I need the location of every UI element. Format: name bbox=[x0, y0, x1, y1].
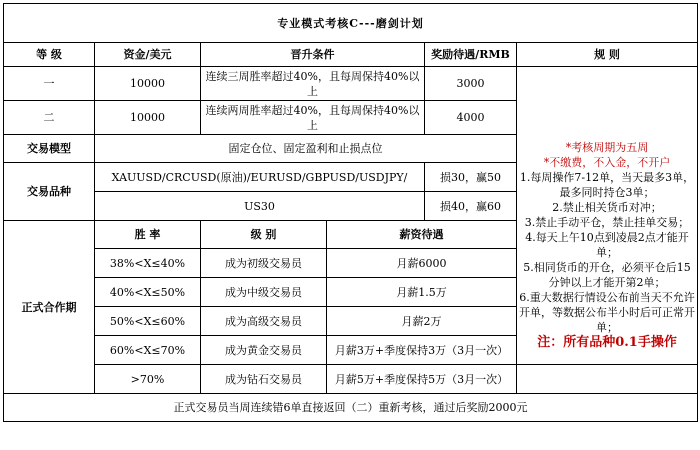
header-salary: 薪资待遇 bbox=[327, 221, 517, 249]
condition-cell: 连续两周胜率超过40%，且每周保持40%以上 bbox=[201, 101, 425, 135]
rules-item: 5.相同货币的开仓，必须平仓后15分钟以上才能开第2单； bbox=[523, 260, 691, 289]
products-label: 交易品种 bbox=[4, 163, 95, 221]
rules-note: 注：所有品种0.1手操作 bbox=[537, 334, 677, 350]
rules-cycle: *考核周期为五周 bbox=[565, 140, 649, 154]
winrate-cell: 50%<X≤60% bbox=[95, 307, 201, 336]
rules-item: 4.每天上午10点到凌晨2点才能开单； bbox=[525, 230, 689, 259]
header-reward: 奖励待遇/RMB bbox=[425, 43, 517, 67]
footer-note: 正式交易员当周连续错6单直接返回（二）重新考核，通过后奖励2000元 bbox=[4, 394, 698, 422]
condition-cell: 连续三周胜率超过40%，且每周保持40%以上 bbox=[201, 67, 425, 101]
salary-cell: 月薪2万 bbox=[327, 307, 517, 336]
header-level: 等 级 bbox=[4, 43, 95, 67]
grade-cell: 成为高级交易员 bbox=[201, 307, 327, 336]
rules-item: 6.重大数据行情设公布前当天不允许开单，等数据公布半小时后可正常开单； bbox=[519, 290, 696, 334]
header-winrate: 胜 率 bbox=[95, 221, 201, 249]
salary-cell: 月薪1.5万 bbox=[327, 278, 517, 307]
level-cell: 一 bbox=[4, 67, 95, 101]
header-condition: 晋升条件 bbox=[201, 43, 425, 67]
rules-nofee: *不缴费，不入金，不开户 bbox=[543, 155, 671, 169]
model-value: 固定仓位、固定盈利和止损点位 bbox=[95, 135, 517, 163]
capital-cell: 10000 bbox=[95, 101, 201, 135]
salary-cell: 月薪3万+季度保持3万（3月一次） bbox=[327, 336, 517, 365]
grade-cell: 成为钻石交易员 bbox=[201, 365, 327, 394]
plan-table bbox=[3, 3, 698, 422]
grade-cell: 成为初级交易员 bbox=[201, 249, 327, 278]
header-capital: 资金/美元 bbox=[95, 43, 201, 67]
rules-item: 3.禁止手动平仓，禁止挂单交易； bbox=[524, 215, 690, 229]
reward-cell: 4000 bbox=[425, 101, 517, 135]
product-sltp: 损30，赢50 bbox=[425, 163, 517, 192]
product-symbols: XAUUSD/CRCUSD(原油)/EURUSD/GBPUSD/USDJPY/ bbox=[95, 163, 425, 192]
capital-cell: 10000 bbox=[95, 67, 201, 101]
header-grade: 级 别 bbox=[201, 221, 327, 249]
product-symbols: US30 bbox=[95, 192, 425, 221]
grade-cell: 成为黄金交易员 bbox=[201, 336, 327, 365]
page-title: 专业模式考核C---磨剑计划 bbox=[4, 4, 698, 43]
formal-label: 正式合作期 bbox=[4, 221, 95, 394]
winrate-cell: >70% bbox=[95, 365, 201, 394]
winrate-cell: 40%<X≤50% bbox=[95, 278, 201, 307]
rules-blank-cell bbox=[517, 365, 698, 394]
rules-item: 1.每周操作7-12单，当天最多3单，最多同时持仓3单； bbox=[519, 170, 695, 199]
salary-cell: 月薪6000 bbox=[327, 249, 517, 278]
reward-cell: 3000 bbox=[425, 67, 517, 101]
grade-cell: 成为中级交易员 bbox=[201, 278, 327, 307]
winrate-cell: 60%<X≤70% bbox=[95, 336, 201, 365]
winrate-cell: 38%<X≤40% bbox=[95, 249, 201, 278]
rules-cell bbox=[517, 67, 698, 365]
header-rules: 规 则 bbox=[517, 43, 698, 67]
model-label: 交易模型 bbox=[4, 135, 95, 163]
rules-item: 2.禁止相关货币对冲； bbox=[552, 200, 662, 214]
product-sltp: 损40，赢60 bbox=[425, 192, 517, 221]
level-cell: 二 bbox=[4, 101, 95, 135]
salary-cell: 月薪5万+季度保持5万（3月一次） bbox=[327, 365, 517, 394]
